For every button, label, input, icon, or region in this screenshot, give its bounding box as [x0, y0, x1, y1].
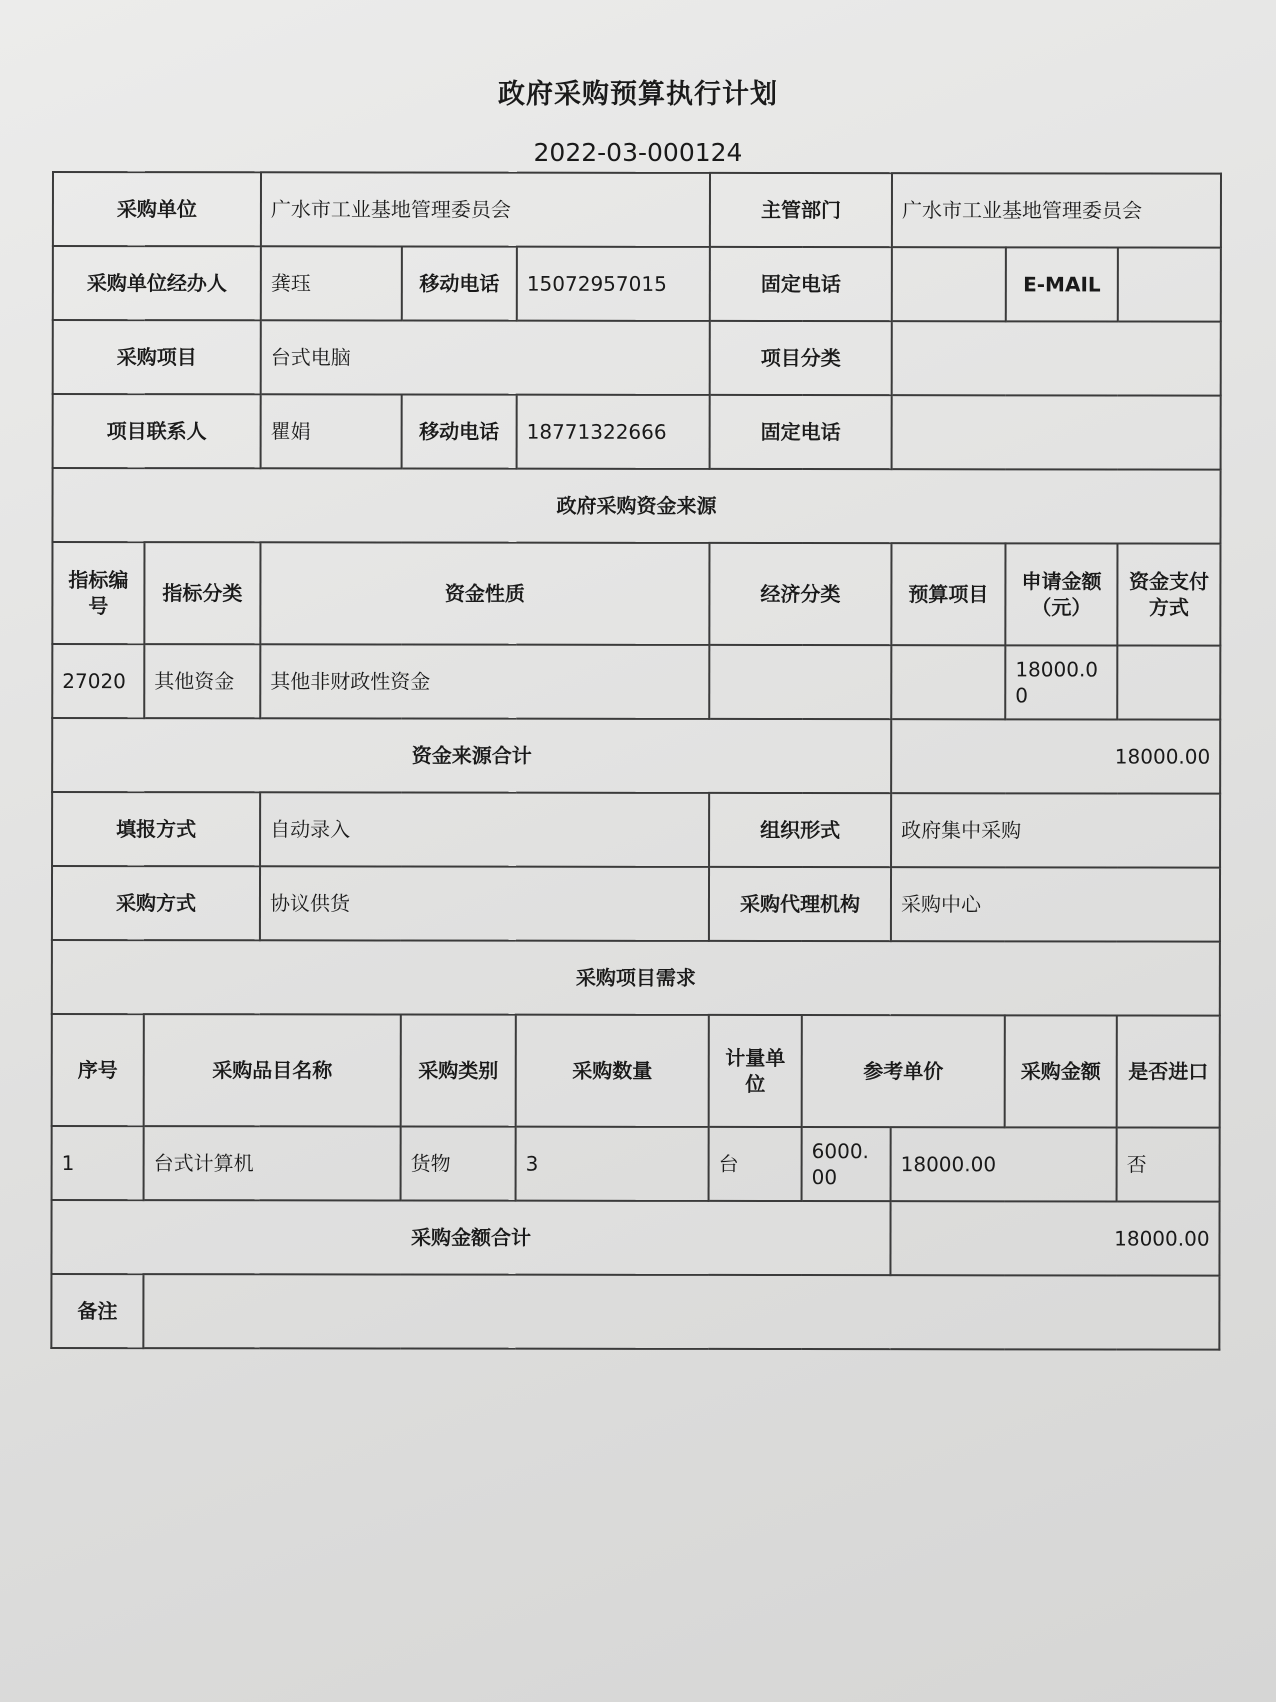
demand-header-cell: 采购数量 — [516, 1015, 709, 1127]
agent-email — [1118, 247, 1221, 321]
funding-data-row — [52, 644, 1220, 720]
fill-method-value: 自动录入 — [260, 792, 709, 867]
funding-cell: 27020 — [52, 644, 144, 718]
unit-value: 广水市工业基地管理委员会 — [261, 172, 710, 247]
contact-phone — [892, 395, 1221, 469]
agency-label: 采购代理机构 — [709, 867, 891, 941]
funding-cell: 其他资金 — [144, 644, 260, 718]
demand-header-cell: 参考单价 — [802, 1015, 1005, 1127]
budget-plan-table — [50, 171, 1222, 1351]
demand-data-row — [52, 1126, 1220, 1202]
unit-label: 采购单位 — [53, 172, 261, 246]
agent-name: 龚珏 — [261, 246, 402, 320]
demand-header-cell: 采购类别 — [401, 1014, 516, 1126]
funding-header-cell: 经济分类 — [709, 543, 891, 645]
agent-mobile-label: 移动电话 — [402, 246, 517, 320]
demand-cell: 货物 — [401, 1126, 516, 1200]
funding-cell — [891, 645, 1005, 719]
dept-value: 广水市工业基地管理委员会 — [892, 173, 1221, 247]
project-row — [53, 320, 1221, 396]
agent-phone — [892, 247, 1006, 321]
demand-section-title: 采购项目需求 — [52, 940, 1220, 1016]
funding-total-label: 资金来源合计 — [52, 718, 891, 793]
purchase-method-row — [52, 866, 1220, 942]
demand-cell: 18000.00 — [891, 1127, 1117, 1201]
demand-header-cell: 采购金额 — [1005, 1015, 1117, 1127]
funding-section-row — [52, 468, 1220, 544]
funding-header-cell: 指标编号 — [52, 542, 144, 644]
demand-header-cell: 采购品目名称 — [144, 1014, 401, 1126]
contact-mobile: 18771322666 — [517, 395, 710, 469]
funding-cell — [709, 645, 891, 719]
demand-header-cell: 是否进口 — [1117, 1015, 1220, 1127]
funding-cell — [1117, 645, 1220, 719]
remarks-label: 备注 — [51, 1274, 143, 1348]
project-label: 采购项目 — [53, 320, 261, 394]
demand-header-cell: 序号 — [52, 1014, 144, 1126]
funding-cell: 18000.00 — [1005, 645, 1117, 719]
purchase-method-label: 采购方式 — [52, 866, 260, 940]
project-value: 台式电脑 — [261, 320, 710, 395]
purchase-method-value: 协议供货 — [260, 866, 709, 941]
funding-section-title: 政府采购资金来源 — [52, 468, 1220, 544]
demand-cell: 台 — [709, 1127, 802, 1201]
agent-label: 采购单位经办人 — [53, 246, 261, 320]
demand-total-row — [51, 1200, 1219, 1276]
unit-row — [53, 172, 1221, 248]
funding-header-cell: 资金性质 — [260, 542, 709, 645]
demand-cell: 否 — [1117, 1127, 1220, 1201]
fill-method-row — [52, 792, 1220, 868]
funding-total-value: 18000.00 — [891, 719, 1220, 793]
org-form-label: 组织形式 — [709, 793, 891, 867]
demand-header-row — [52, 1014, 1220, 1128]
funding-header-cell: 指标分类 — [144, 542, 260, 644]
funding-header-cell: 预算项目 — [891, 543, 1005, 645]
funding-header-cell: 资金支付方式 — [1117, 543, 1220, 645]
demand-cell: 台式计算机 — [144, 1126, 401, 1200]
contact-phone-label: 固定电话 — [710, 395, 892, 469]
demand-total-value: 18000.00 — [890, 1201, 1219, 1275]
contact-name: 瞿娟 — [261, 394, 402, 468]
demand-section-row — [52, 940, 1220, 1016]
fill-method-label: 填报方式 — [52, 792, 260, 866]
demand-cell: 3 — [516, 1127, 709, 1201]
project-category-value — [892, 321, 1221, 395]
org-form-value: 政府集中采购 — [891, 793, 1220, 867]
funding-header-row — [52, 542, 1220, 646]
project-category-label: 项目分类 — [710, 321, 892, 395]
remarks-row — [51, 1274, 1219, 1350]
demand-cell: 6000.00 — [802, 1127, 891, 1201]
agent-mobile: 15072957015 — [517, 247, 710, 321]
agent-email-label: E-MAIL — [1006, 247, 1118, 321]
agent-row — [53, 246, 1221, 322]
agency-value: 采购中心 — [891, 867, 1220, 941]
contact-label: 项目联系人 — [53, 394, 261, 468]
remarks-value — [143, 1274, 1219, 1350]
agent-phone-label: 固定电话 — [710, 247, 892, 321]
contact-row — [53, 394, 1221, 470]
demand-header-cell: 计量单位 — [709, 1015, 802, 1127]
demand-total-label: 采购金额合计 — [51, 1200, 890, 1275]
document-code: 2022-03-000124 — [533, 138, 743, 167]
funding-header-cell: 申请金额（元） — [1005, 543, 1117, 645]
funding-total-row — [52, 718, 1220, 794]
funding-cell: 其他非财政性资金 — [260, 644, 709, 719]
demand-cell: 1 — [52, 1126, 144, 1200]
document-title: 政府采购预算执行计划 — [498, 79, 778, 110]
contact-mobile-label: 移动电话 — [402, 394, 517, 468]
dept-label: 主管部门 — [710, 173, 892, 247]
